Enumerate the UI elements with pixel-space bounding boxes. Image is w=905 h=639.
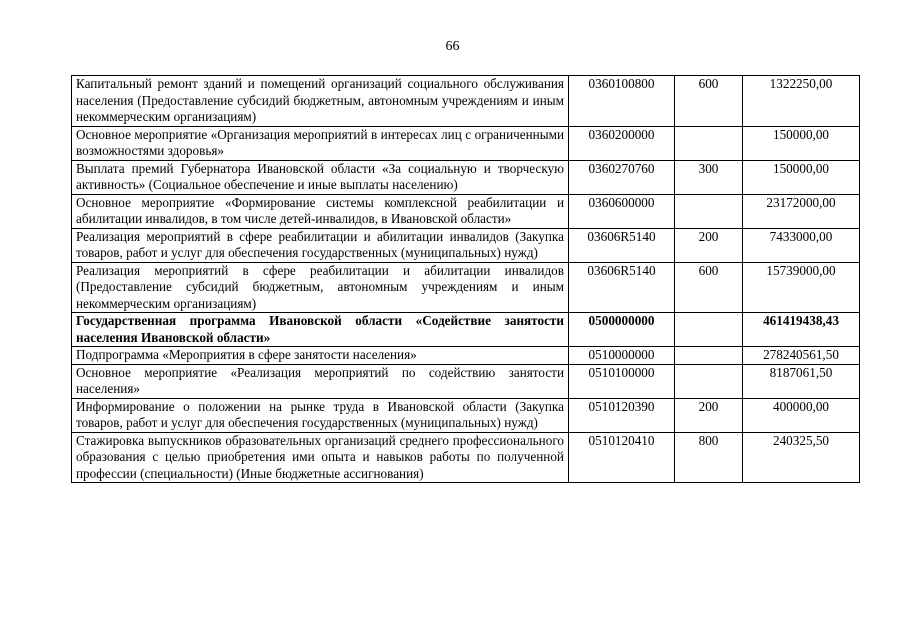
row-sum: 23172000,00	[743, 194, 860, 228]
row-expense-type: 600	[675, 262, 743, 313]
row-code: 0360100800	[569, 76, 675, 127]
row-code: 0360270760	[569, 160, 675, 194]
row-sum: 8187061,50	[743, 364, 860, 398]
budget-table	[71, 75, 860, 483]
row-code: 0510000000	[569, 347, 675, 365]
row-expense-type: 800	[675, 432, 743, 483]
row-name: Капитальный ремонт зданий и помещений организаций социального обслуживания населения (Предоставление субсидий бюджетным, автономным учреждениям и иным некоммерческим организациям)	[72, 76, 569, 127]
table-row	[72, 347, 860, 365]
row-expense-type	[675, 347, 743, 365]
row-expense-type: 200	[675, 398, 743, 432]
table-row	[72, 76, 860, 127]
row-sum: 400000,00	[743, 398, 860, 432]
table-row	[72, 126, 860, 160]
row-sum: 240325,50	[743, 432, 860, 483]
row-expense-type: 200	[675, 228, 743, 262]
row-sum: 7433000,00	[743, 228, 860, 262]
row-sum: 150000,00	[743, 160, 860, 194]
row-expense-type: 600	[675, 76, 743, 127]
row-name: Реализация мероприятий в сфере реабилитации и абилитации инвалидов (Предоставление субсидий бюджетным, автономным учреждениям и иным некоммерческим организациям)	[72, 262, 569, 313]
table-row	[72, 262, 860, 313]
row-name: Основное мероприятие «Формирование системы комплексной реабилитации и абилитации инвалидов, в том числе детей-инвалидов, в Ивановской области»	[72, 194, 569, 228]
row-name: Информирование о положении на рынке труда в Ивановской области (Закупка товаров, работ и услуг для обеспечения государственных (муниципальных) нужд)	[72, 398, 569, 432]
table-row-program	[72, 313, 860, 347]
table-row	[72, 160, 860, 194]
row-code: 0510120410	[569, 432, 675, 483]
row-expense-type	[675, 194, 743, 228]
row-name: Подпрограмма «Мероприятия в сфере занятости населения»	[72, 347, 569, 365]
row-sum: 150000,00	[743, 126, 860, 160]
row-name: Государственная программа Ивановской области «Содействие занятости населения Ивановской области»	[72, 313, 569, 347]
row-expense-type: 300	[675, 160, 743, 194]
row-code: 03606R5140	[569, 262, 675, 313]
row-name: Выплата премий Губернатора Ивановской области «За социальную и творческую активность» (Социальное обеспечение и иные выплаты населению)	[72, 160, 569, 194]
row-sum: 15739000,00	[743, 262, 860, 313]
row-name: Реализация мероприятий в сфере реабилитации и абилитации инвалидов (Закупка товаров, работ и услуг для обеспечения государственных (муниципальных) нужд)	[72, 228, 569, 262]
row-name: Стажировка выпускников образовательных организаций среднего профессионального образования с целью приобретения ими опыта и навыков работы по полученной профессии (специальности) (Иные бюджетные ассигнования)	[72, 432, 569, 483]
page-number: 66	[445, 39, 460, 54]
row-expense-type	[675, 126, 743, 160]
table-row	[72, 432, 860, 483]
row-sum: 1322250,00	[743, 76, 860, 127]
row-code: 0360200000	[569, 126, 675, 160]
row-expense-type	[675, 313, 743, 347]
table-row	[72, 398, 860, 432]
row-expense-type	[675, 364, 743, 398]
row-sum: 278240561,50	[743, 347, 860, 365]
row-code: 03606R5140	[569, 228, 675, 262]
row-code: 0510120390	[569, 398, 675, 432]
table-row	[72, 194, 860, 228]
row-code: 0500000000	[569, 313, 675, 347]
table-row	[72, 228, 860, 262]
row-code: 0360600000	[569, 194, 675, 228]
row-name: Основное мероприятие «Реализация мероприятий по содействию занятости населения»	[72, 364, 569, 398]
table-row	[72, 364, 860, 398]
row-sum: 461419438,43	[743, 313, 860, 347]
row-name: Основное мероприятие «Организация мероприятий в интересах лиц с ограниченными возможностями здоровья»	[72, 126, 569, 160]
row-code: 0510100000	[569, 364, 675, 398]
